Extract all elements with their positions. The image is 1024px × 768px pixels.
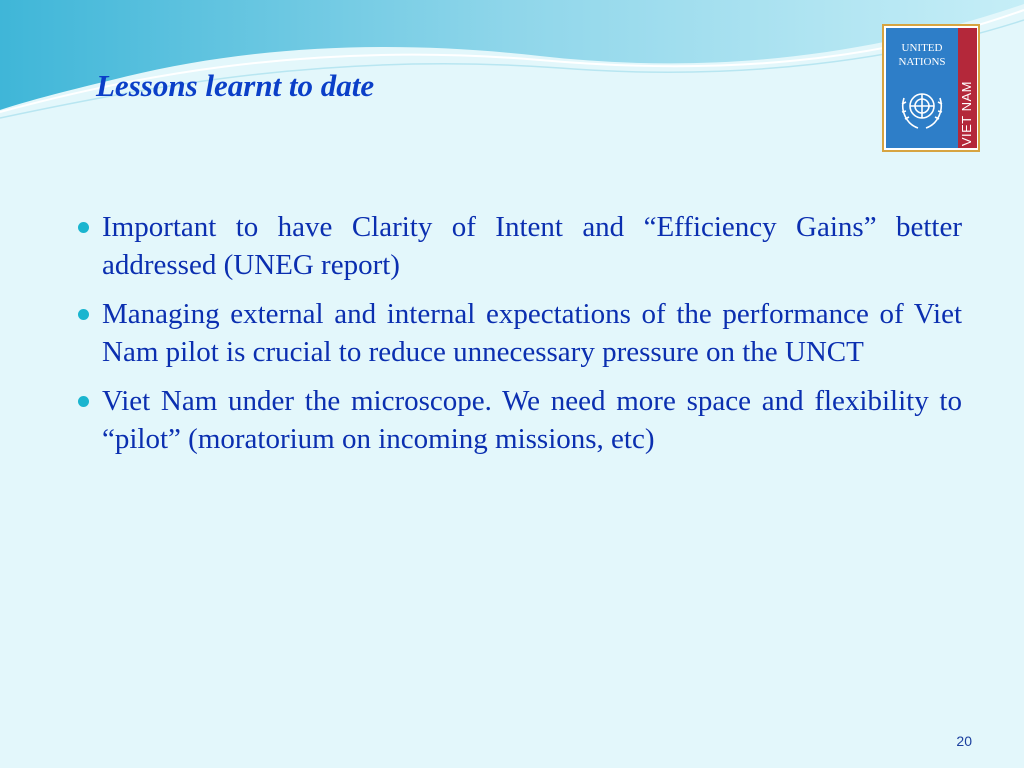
logo-text-nations: NATIONS [898,56,946,68]
bullet-list [74,208,962,469]
bullet-dot-icon [78,309,89,320]
header-wave-decoration [0,0,1024,130]
logo-text-united: UNITED [901,42,943,54]
bullet-item [74,208,962,284]
logo-blue-panel [886,28,958,148]
page-number: 20 [956,733,972,749]
bullet-text: Viet Nam under the microscope. We need more space and flexibility to “pilot” (moratorium on incoming missions, etc) [102,385,962,455]
logo-text-viet-nam: VIET NAM [959,80,974,146]
un-viet-nam-logo [882,24,980,152]
bullet-item [74,295,962,371]
bullet-text: Managing external and internal expectations of the performance of Viet Nam pilot is crucial to reduce unnecessary pressure on the UNCT [102,298,962,368]
bullet-dot-icon [78,222,89,233]
logo-red-band [958,28,977,148]
bullet-item [74,382,962,458]
bullet-text: Important to have Clarity of Intent and “Efficiency Gains” better addressed (UNEG report) [102,211,962,281]
slide-title: Lessons learnt to date [96,68,375,103]
un-emblem-icon [896,82,948,134]
bullet-dot-icon [78,396,89,407]
